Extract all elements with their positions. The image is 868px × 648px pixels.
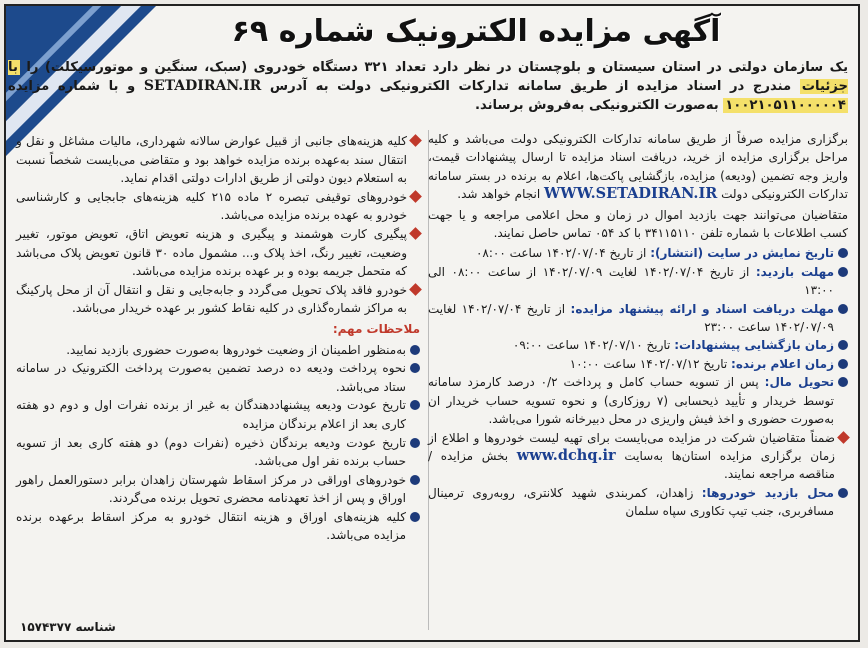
- left-item: [16, 188, 420, 225]
- note-item: [16, 434, 420, 471]
- setadiran-link[interactable]: WWW.SETADIRAN.IR: [544, 185, 718, 203]
- bullet-icon: [838, 340, 848, 350]
- schedule-value: تاریخ ۱۴۰۲/۰۷/۱۲ ساعت ۱۰:۰۰: [569, 356, 728, 371]
- schedule-publish: [428, 244, 848, 262]
- ad-frame: [4, 4, 860, 642]
- intro-highlight: با جزئیات: [8, 60, 848, 94]
- delivery-terms: [428, 373, 848, 428]
- bullet-icon: [838, 377, 848, 387]
- bullet-icon: [838, 248, 848, 258]
- intro-part2: مندرج در اسناد مزایده از طریق سامانه تدارکات الکترونیکی دولت به آدرس: [269, 79, 792, 94]
- left-item-text: کلیه هزینه‌های جانبی از قبیل عوارض سالانه شهرداری، مالیات مشاغل و نقل و انتقال سند به‌عهده برنده مزایده خواهد بود و متقاضی می‌بایست شخصاً نسبت به استعلام دیون دولتی از طریق ادارات دولتی اقدام نماید.: [16, 134, 407, 186]
- bullet-icon: [838, 488, 848, 498]
- intro-site-link[interactable]: SETADIRAN.IR: [143, 78, 262, 94]
- bullet-icon: [838, 304, 848, 314]
- note-item: [16, 396, 420, 433]
- schedule-visit: [428, 263, 848, 300]
- visit-label: محل بازدید خودروها:: [701, 485, 834, 500]
- visit-location: [428, 484, 848, 521]
- right-para-2: متقاضیان می‌توانند جهت بازدید اموال در زمان و محل اعلامی مراجعه و یا جهت کسب اطلاعات با شماره تلفن ۳۴۱۱۵۱۱۰ با کد ۰۵۴ تماس حاصل نمایند.: [428, 207, 848, 241]
- right-para1-text: برگزاری مزایده صرفاً از طریق سامانه تدارکات الکترونیکی دولت می‌باشد و کلیه مراحل برگزاری مزایده از خرید، دریافت اسناد مزایده تا ارسال پیشنهادات قیمت، واریز وجه تضمین (ودیعه) مزایده، بازگشایی پاکت‌ها، اعلام به برنده در بستر سامانه تدارکات الکترونیکی دولت: [428, 132, 848, 202]
- note-text: ضمناً متقاضیان شرکت در مزایده می‌بایست برای تهیه لیست خودروها و اطلاع از زمان برگزاری مزایده استان‌ها به‌سایت: [428, 430, 835, 463]
- visit-value: زاهدان، کمربندی شهید کلانتری، روبه‌روی ترمینال مسافربری، جنب تیپ تکاوری سپاه سلمان: [428, 485, 834, 519]
- note-item-text: نحوه پرداخت ودیعه ده درصد تضمین به‌صورت پرداخت الکترونیک در سامانه ستاد می‌باشد.: [16, 361, 406, 394]
- note-item-text: خودروهای اوراقی در مرکز اسقاط شهرستان زاهدان برابر دستورالعمل راهور اوراق و پس از اخذ تعهدنامه محضری تحویل برنده می‌گردند.: [16, 472, 406, 506]
- bullet-icon: [409, 227, 422, 240]
- left-item-text: پیگیری کارت هوشمند و پیگیری و هزینه تعویض اتاق، تعویض موتور، تغییر وضعیت، تغییر رنگ، اخذ پلاک و... مشمول ماده ۳۰ قانون تعویض پلاک می‌باشد که متحمل جریمه بوده و بر عهده برنده مزایده می‌باشد.: [16, 226, 407, 279]
- schedule-opening: [428, 336, 848, 354]
- note-item: [16, 508, 420, 545]
- bullet-icon: [837, 431, 850, 444]
- note-item: [16, 341, 420, 360]
- page-title: آگهی مزایده الکترونیک شماره ۶۹: [231, 13, 721, 49]
- title-bar: [156, 8, 796, 54]
- bullet-icon: [410, 475, 420, 485]
- bullet-icon: [838, 267, 848, 277]
- bullet-icon: [838, 359, 848, 369]
- note-item-text: تاریخ عودت ودیعه برندگان ذخیره (نفرات دوم) دو هفته کاری بعد از تسویه حساب برنده نفر اول می‌باشد.: [16, 435, 406, 469]
- note-item: [16, 471, 420, 508]
- bullet-icon: [410, 512, 420, 522]
- schedule-value: از تاریخ ۱۴۰۲/۰۷/۰۴ لغایت ۱۴۰۲/۰۷/۰۹ ساعت ۲۳:۰۰: [428, 301, 834, 335]
- schedule-winner: [428, 355, 848, 373]
- left-item: [16, 132, 420, 188]
- bullet-icon: [409, 283, 422, 296]
- bullet-icon: [409, 134, 422, 147]
- intro-part1: یک سازمان دولتی در استان سیستان و بلوچستان در نظر دارد تعداد ۳۲۱ دستگاه خودروی (سبک، سنگین و موتورسیکلت) را: [26, 60, 849, 75]
- schedule-documents: [428, 300, 848, 337]
- bullet-icon: [410, 438, 420, 448]
- intro-part4: به‌صورت الکترونیکی به‌فروش برساند.: [474, 98, 719, 113]
- notes-title: ملاحظات مهم:: [332, 321, 420, 336]
- delivery-value: پس از تسویه حساب کامل و پرداخت ۰/۲ درصد کارمزد سامانه توسط خریدار و تأیید ذیحسابی (۷ روزکاری) و نحوه تسویه حساب خریدار ان به‌صورت حضوری و اخذ فیش واریزی در محل دبیرخانه شورا می‌باشد.: [428, 375, 834, 427]
- note-item-text: تاریخ عودت ودیعه پیشنهاددهندگان به غیر از برنده نفرات اول و دوم دو هفته کاری بعد از اعلام برندگان مزایده: [16, 398, 406, 431]
- note-item: [16, 359, 420, 396]
- note-item-text: کلیه هزینه‌های اوراق و هزینه انتقال خودرو به مرکز اسقاط برعهده برنده مزایده می‌باشد.: [16, 509, 406, 543]
- bullet-icon: [410, 363, 420, 373]
- left-item-text: خودروهای توقیفی تبصره ۲ ماده ۲۱۵ کلیه هزینه‌های جابجایی و کارشناسی خودرو به عهده برنده مزایده می‌باشد.: [16, 189, 407, 223]
- note-item-text: به‌منظور اطمینان از وضعیت خودروها به‌صورت حضوری بازدید نمایید.: [66, 342, 406, 357]
- right-column: [428, 130, 848, 521]
- dchq-note: [428, 429, 848, 484]
- schedule-label: تاریخ نمایش در سایت (انتشار):: [650, 246, 834, 261]
- auction-code: ۱۰۰۲۱۰۵۱۱۰۰۰۰۰۴: [725, 98, 846, 113]
- bullet-icon: [410, 400, 420, 410]
- schedule-value: تاریخ ۱۴۰۲/۰۷/۱۰ ساعت ۰۹:۰۰: [512, 338, 671, 353]
- note-end: بخش مزایده / مناقصه مراجعه نمایند.: [428, 448, 835, 482]
- left-item: [16, 281, 420, 318]
- schedule-value: از تاریخ ۱۴۰۲/۰۷/۰۴ لغایت ۱۴۰۲/۰۷/۰۹ از ساعت ۰۸:۰۰ الی ۱۳:۰۰: [428, 264, 834, 298]
- bullet-icon: [409, 190, 422, 203]
- delivery-label: تحویل مال:: [764, 375, 835, 390]
- schedule-label: مهلت بازدید:: [755, 264, 834, 279]
- intro-paragraph: [8, 58, 848, 115]
- ad-id: شناسه ۱۵۷۴۳۷۷: [20, 620, 116, 634]
- left-item-text: خودرو فاقد پلاک تحویل می‌گردد و جابه‌جایی و نقل و انتقال آن از محل پارکینگ به مراکز شماره‌گذاری در کلیه نقاط کشور بر عهده خریدار می‌باشد.: [16, 282, 407, 316]
- schedule-value: از تاریخ ۱۴۰۲/۰۷/۰۴ ساعت ۰۸:۰۰: [475, 246, 647, 261]
- schedule-label: مهلت دریافت اسناد و ارائه پیشنهاد مزایده:: [570, 301, 834, 316]
- schedule-label: زمان بازگشایی پیشنهادات:: [674, 338, 834, 353]
- left-item: [16, 225, 420, 281]
- intro-part3: و با شماره مزایده: [8, 79, 136, 94]
- left-column: [16, 132, 420, 545]
- right-para1-end: انجام خواهد شد.: [457, 187, 541, 202]
- dchq-link[interactable]: www.dchq.ir: [516, 446, 616, 464]
- bullet-icon: [410, 345, 420, 355]
- schedule-label: زمان اعلام برنده:: [731, 356, 834, 371]
- right-para-1: [428, 130, 848, 204]
